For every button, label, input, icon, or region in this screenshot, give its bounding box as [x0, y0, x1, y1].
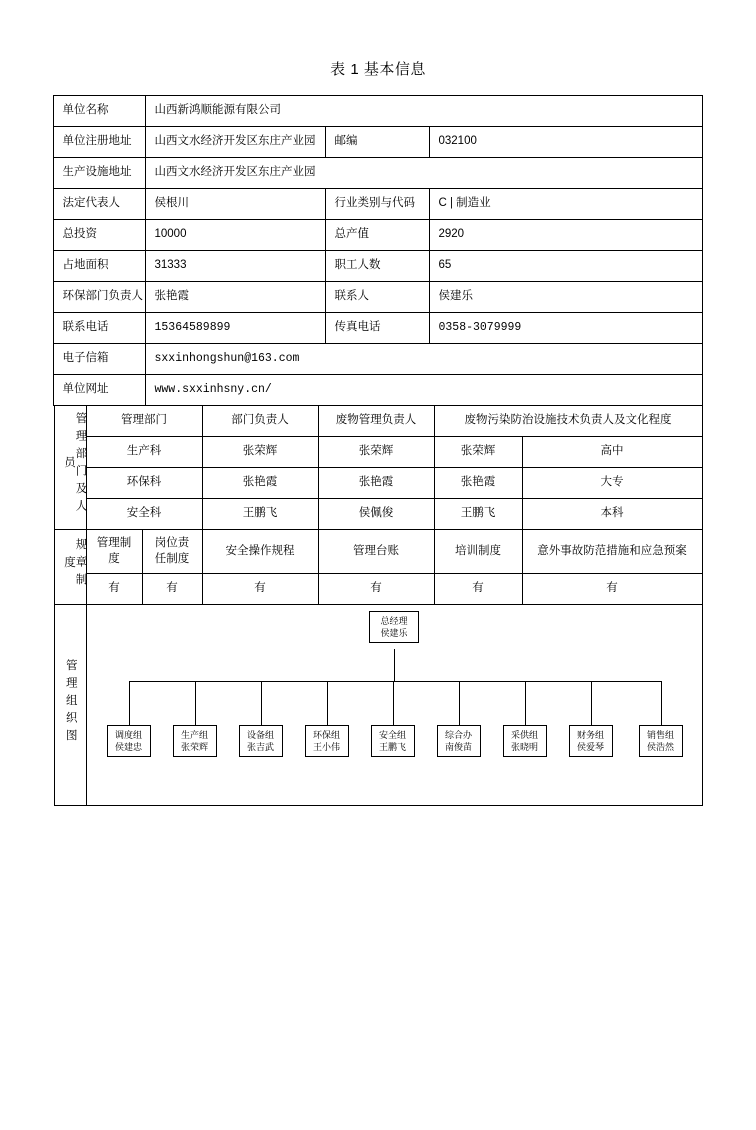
row-value-contact: 侯建乐 — [430, 282, 702, 313]
table-row — [54, 605, 702, 806]
org-chart-canvas — [86, 605, 702, 806]
org-node-name: 张晓明 — [510, 742, 538, 753]
org-node-title: 生产组 — [180, 730, 208, 741]
row-value-phone: 15364589899 — [146, 313, 326, 344]
management-header-waste-head: 废物管理负责人 — [318, 406, 434, 437]
org-node-leaf — [305, 725, 349, 757]
row-value-facility-address: 山西文水经济开发区东庄产业园 — [146, 158, 702, 189]
row-label-reg-address: 单位注册地址 — [54, 127, 146, 158]
row-label-investment: 总投资 — [54, 220, 146, 251]
row-value-investment: 10000 — [146, 220, 326, 251]
rules-header-management: 管理制度 — [86, 530, 142, 574]
rules-side-label: 规章制度 — [54, 530, 86, 605]
org-node-leaf — [569, 725, 613, 757]
org-connector-drop — [393, 681, 394, 725]
org-node-name: 侯爱琴 — [576, 742, 604, 753]
org-node-title: 环保组 — [312, 730, 340, 741]
org-node-name: 侯浩然 — [646, 742, 674, 753]
table-row — [54, 406, 702, 437]
row-label-unit-name: 单位名称 — [54, 96, 146, 127]
management-cell: 张荣辉 — [434, 437, 522, 468]
rules-value: 有 — [86, 574, 142, 605]
org-node-title: 财务组 — [576, 730, 604, 741]
row-value-env-manager: 张艳霞 — [146, 282, 326, 313]
table-row — [54, 499, 702, 530]
row-label-industry: 行业类别与代码 — [326, 189, 430, 220]
org-node-top — [369, 611, 419, 643]
org-node-name: 王鹏飞 — [378, 742, 406, 753]
org-node-title: 安全组 — [378, 730, 406, 741]
org-node-leaf — [371, 725, 415, 757]
table-row — [54, 437, 702, 468]
page-title: 表 1 基本信息 — [330, 61, 426, 78]
table-row — [54, 96, 702, 127]
org-connector-drop — [591, 681, 592, 725]
row-label-facility-address: 生产设施地址 — [54, 158, 146, 189]
org-connector-bus — [129, 681, 661, 682]
row-label-legal-rep: 法定代表人 — [54, 189, 146, 220]
org-chart-table — [54, 604, 703, 806]
table-row — [54, 313, 702, 344]
management-header-department: 管理部门 — [86, 406, 202, 437]
table-row — [54, 282, 702, 313]
table-row — [54, 574, 702, 605]
rules-header-training: 培训制度 — [434, 530, 522, 574]
management-cell: 王鹏飞 — [202, 499, 318, 530]
row-value-website: www.sxxinhsny.cn/ — [146, 375, 702, 406]
management-cell: 张荣辉 — [202, 437, 318, 468]
org-connector-drop — [195, 681, 196, 725]
rules-header-ledger: 管理台账 — [318, 530, 434, 574]
row-value-legal-rep: 侯根川 — [146, 189, 326, 220]
rules-value: 有 — [142, 574, 202, 605]
org-connector-drop — [525, 681, 526, 725]
org-node-title: 总经理 — [380, 616, 408, 627]
row-value-industry: C | 制造业 — [430, 189, 702, 220]
org-chart-side-label: 管理组织图 — [54, 605, 86, 806]
management-header-dept-head: 部门负责人 — [202, 406, 318, 437]
org-node-leaf — [437, 725, 481, 757]
row-label-fax: 传真电话 — [326, 313, 430, 344]
org-node-title: 设备组 — [246, 730, 274, 741]
row-value-postcode: 032100 — [430, 127, 702, 158]
management-cell: 环保科 — [86, 468, 202, 499]
org-connector-drop — [129, 681, 130, 725]
org-node-leaf — [639, 725, 683, 757]
rules-value: 有 — [434, 574, 522, 605]
row-label-area: 占地面积 — [54, 251, 146, 282]
management-table — [54, 405, 703, 530]
org-node-title: 采供组 — [510, 730, 538, 741]
management-cell: 王鹏飞 — [434, 499, 522, 530]
management-cell: 本科 — [522, 499, 702, 530]
table-row — [54, 530, 702, 574]
table-row — [54, 127, 702, 158]
rules-table — [54, 529, 703, 605]
org-node-name: 南俊苗 — [444, 742, 472, 753]
row-value-reg-address: 山西文水经济开发区东庄产业园 — [146, 127, 326, 158]
management-cell: 大专 — [522, 468, 702, 499]
table-row — [54, 189, 702, 220]
row-value-area: 31333 — [146, 251, 326, 282]
row-label-env-manager: 环保部门负责人 — [54, 282, 146, 313]
row-label-phone: 联系电话 — [54, 313, 146, 344]
rules-value: 有 — [522, 574, 702, 605]
org-node-leaf — [503, 725, 547, 757]
org-node-leaf — [239, 725, 283, 757]
table-row — [54, 468, 702, 499]
management-cell: 高中 — [522, 437, 702, 468]
basic-info-table — [53, 95, 702, 406]
rules-header-emergency: 意外事故防范措施和应急预案 — [522, 530, 702, 574]
management-cell: 安全科 — [86, 499, 202, 530]
row-value-fax: 0358-3079999 — [430, 313, 702, 344]
org-node-title: 调度组 — [114, 730, 142, 741]
org-chart — [87, 605, 702, 805]
org-connector-drop — [459, 681, 460, 725]
org-connector-stem — [394, 649, 395, 681]
row-label-postcode: 邮编 — [326, 127, 430, 158]
row-label-employees: 职工人数 — [326, 251, 430, 282]
table-row — [54, 220, 702, 251]
row-value-unit-name: 山西新鸿顺能源有限公司 — [146, 96, 702, 127]
table-row — [54, 158, 702, 189]
org-node-name: 侯建忠 — [114, 742, 142, 753]
org-node-title: 综合办 — [444, 730, 472, 741]
table-row — [54, 344, 702, 375]
management-cell: 张艳霞 — [318, 468, 434, 499]
org-node-leaf — [173, 725, 217, 757]
table-row — [54, 251, 702, 282]
rules-value: 有 — [202, 574, 318, 605]
row-label-website: 单位网址 — [54, 375, 146, 406]
document-page — [0, 58, 756, 1130]
management-cell: 张艳霞 — [434, 468, 522, 499]
org-node-name: 王小伟 — [312, 742, 340, 753]
row-label-output: 总产值 — [326, 220, 430, 251]
org-node-title: 销售组 — [646, 730, 674, 741]
row-value-email: sxxinhongshun@163.com — [146, 344, 702, 375]
org-node-name: 侯建乐 — [380, 628, 408, 639]
management-cell: 张荣辉 — [318, 437, 434, 468]
management-side-label: 管理部门及人员 — [54, 406, 86, 530]
management-cell: 侯佩俊 — [318, 499, 434, 530]
row-value-output: 2920 — [430, 220, 702, 251]
row-label-contact: 联系人 — [326, 282, 430, 313]
org-node-name: 张吉武 — [246, 742, 274, 753]
table-row — [54, 375, 702, 406]
org-connector-drop — [327, 681, 328, 725]
row-value-employees: 65 — [430, 251, 702, 282]
rules-header-operation: 安全操作规程 — [202, 530, 318, 574]
management-cell: 张艳霞 — [202, 468, 318, 499]
management-cell: 生产科 — [86, 437, 202, 468]
org-node-name: 张荣辉 — [180, 742, 208, 753]
org-node-leaf — [107, 725, 151, 757]
management-header-tech-head: 废物污染防治设施技术负责人及文化程度 — [434, 406, 702, 437]
rules-header-responsibility: 岗位责任制度 — [142, 530, 202, 574]
row-label-email: 电子信箱 — [54, 344, 146, 375]
rules-value: 有 — [318, 574, 434, 605]
org-connector-drop — [261, 681, 262, 725]
